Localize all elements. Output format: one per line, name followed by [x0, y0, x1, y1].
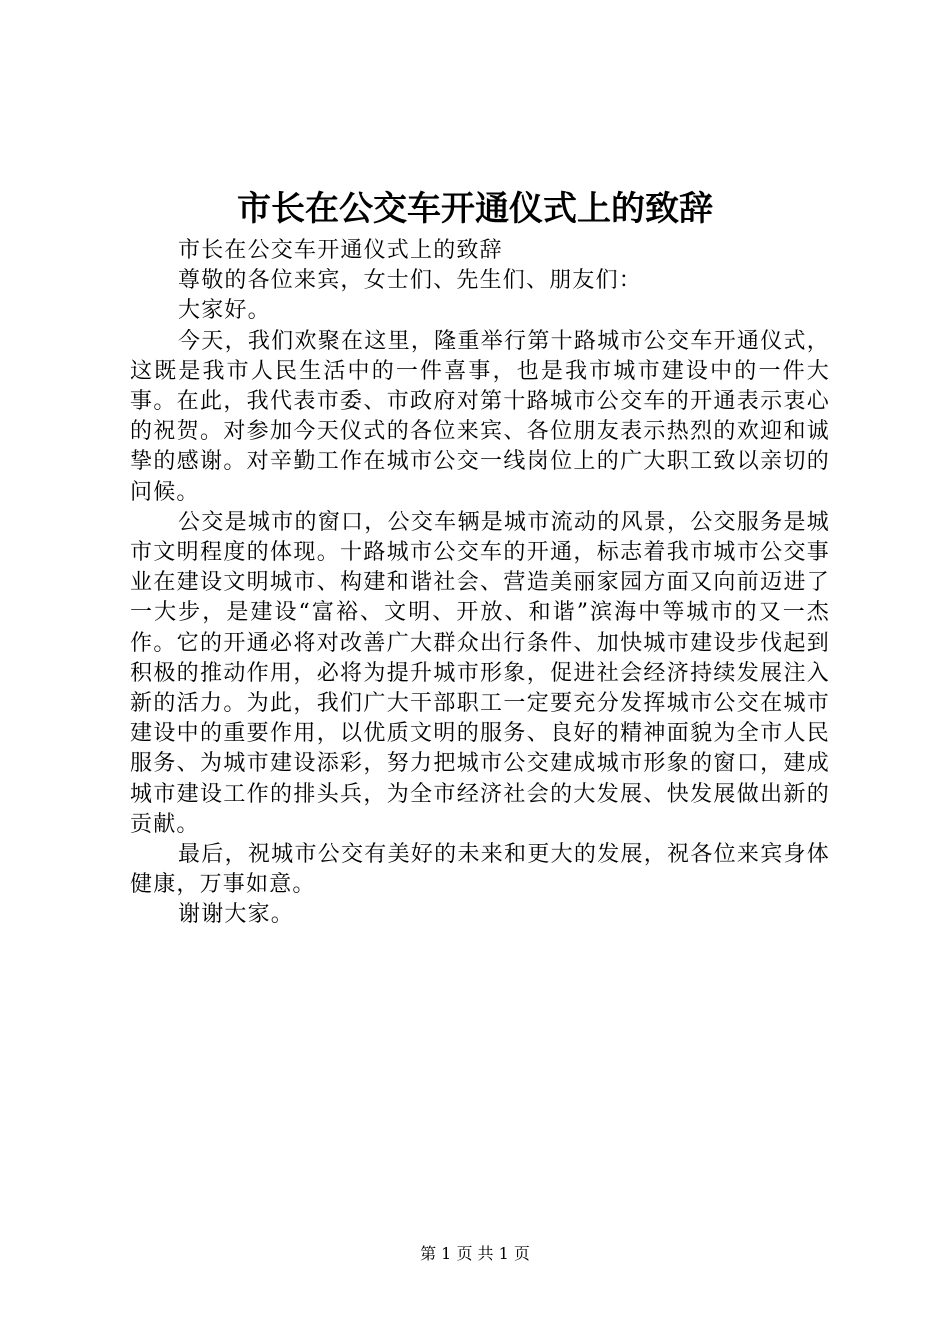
paragraph-main: 公交是城市的窗口，公交车辆是城市流动的风景，公交服务是城市文明程度的体现。十路城市公交车的开通，标志着我市城市公交事业在建设文明城市、构建和谐社会、营造美丽家园方面又向前迈进了一大步，是建设“富裕、文明、开放、和谐”滨海中等城市的又一杰作。它的开通必将对改善广大群众出行条件、加快城市建设步伐起到积极的推动作用，必将为提升城市形象，促进社会经济持续发展注入新的活力。为此，我们广大干部职工一定要充分发挥城市公交在城市建设中的重要作用，以优质文明的服务、良好的精神面貌为全市人民服务、为城市建设添彩，努力把城市公交建成城市形象的窗口，建成城市建设工作的排头兵，为全市经济社会的大发展、快发展做出新的贡献。: [130, 509, 830, 837]
document-body: [130, 236, 830, 931]
paragraph-opening: 今天，我们欢聚在这里，隆重举行第十路城市公交车开通仪式，这既是我市人民生活中的一件喜事，也是我市城市建设中的一件大事。在此，我代表市委、市政府对第十路城市公交车的开通表示衷心的祝贺。对参加今天仪式的各位来宾、各位朋友表示热烈的欢迎和诚挚的感谢。对辛勤工作在城市公交一线岗位上的广大职工致以亲切的问候。: [130, 328, 830, 505]
page-footer: 第 1 页 共 1 页: [420, 1244, 530, 1263]
paragraph-salutation: 尊敬的各位来宾，女士们、先生们、朋友们：: [178, 268, 643, 294]
paragraph-greeting: 大家好。: [178, 298, 271, 324]
paragraph-heading: 市长在公交车开通仪式上的致辞: [178, 238, 503, 263]
document-title: 市长在公交车开通仪式上的致辞: [237, 189, 713, 229]
paragraph-closing: 最后，祝城市公交有美好的未来和更大的发展，祝各位来宾身体健康，万事如意。: [130, 842, 830, 898]
paragraph-thanks: 谢谢大家。: [178, 902, 295, 928]
